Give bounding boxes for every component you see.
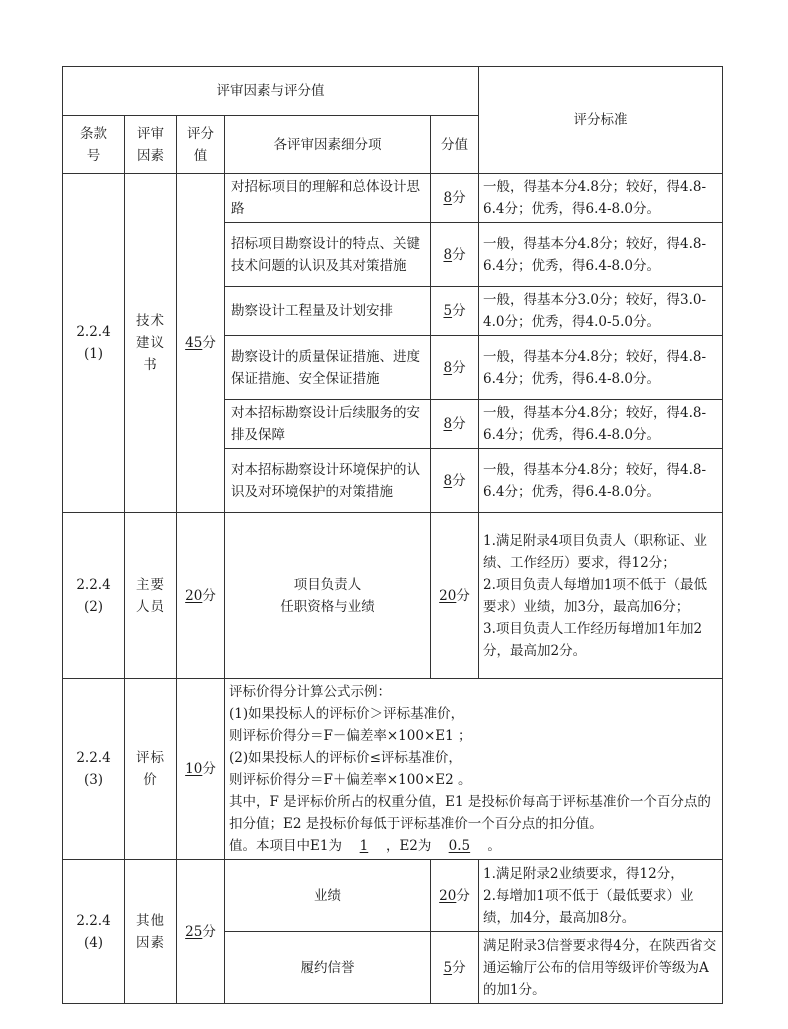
- sub-item-criteria: 满足附录3信誉要求得4分，在陕西省交通运输厅公布的信用等级评价等级为A的加1分。: [479, 932, 723, 1004]
- factor-cell: 主要 人员: [125, 513, 177, 679]
- sub-item-criteria: 1.满足附录2业绩要求，得12分， 2.每增加1项不低于（最低要求）业绩，加4分，最高加8分。: [479, 860, 723, 932]
- clause-cell: 2.2.4 (2): [63, 513, 125, 679]
- sub-item-name: 勘察设计工程量及计划安排: [225, 287, 431, 336]
- sub-item-points: 8分: [431, 400, 479, 449]
- factor-cell: 技术 建议 书: [125, 174, 177, 513]
- col-factor-header: 评审 因素: [125, 116, 177, 174]
- col-sub-header: 各评审因素细分项: [225, 116, 431, 174]
- formula-cell: [225, 679, 723, 860]
- col-clause-header: 条款 号: [63, 116, 125, 174]
- criteria-header: 评分标准: [479, 67, 723, 174]
- sub-item-criteria: 一般，得基本分4.8分；较好，得4.8-6.4分；优秀，得6.4-8.0分。: [479, 400, 723, 449]
- factor-cell: 其他 因素: [125, 860, 177, 1004]
- sub-item-points: 8分: [431, 449, 479, 513]
- group-title: 评审因素与评分值: [63, 67, 479, 116]
- score-cell: 10分: [177, 679, 225, 860]
- formula-line: 则评标价得分＝F－偏差率×100×E1 ；: [229, 728, 472, 744]
- sub-item-points: 5分: [431, 287, 479, 336]
- sub-item-name: 对本招标勘察设计后续服务的安排及保障: [225, 400, 431, 449]
- score-cell: 25分: [177, 860, 225, 1004]
- sub-item-points: 8分: [431, 223, 479, 287]
- col-points-header: 分值: [431, 116, 479, 174]
- score-cell: 45分: [177, 174, 225, 513]
- e1-value: 1: [359, 838, 369, 854]
- clause-cell: 2.2.4 (1): [63, 174, 125, 513]
- formula-line: 其中，F 是评标价所占的权重分值，E1 是投标价每高于评标基准价一个百分点的扣分值；E2 是投标价每低于评标基准价一个百分点的扣分值。: [229, 794, 711, 832]
- score-cell: 20分: [177, 513, 225, 679]
- sub-item-criteria: 一般，得基本分4.8分；较好，得4.8-6.4分；优秀，得6.4-8.0分。: [479, 336, 723, 400]
- sub-item-criteria: 一般，得基本分4.8分；较好，得4.8-6.4分；优秀，得6.4-8.0分。: [479, 174, 723, 223]
- sub-item-points: 5分: [431, 932, 479, 1004]
- sub-item-criteria: 一般，得基本分4.8分；较好，得4.8-6.4分；优秀，得6.4-8.0分。: [479, 449, 723, 513]
- sub-item-name: 履约信誉: [225, 932, 431, 1004]
- col-score-header: 评分 值: [177, 116, 225, 174]
- sub-item-name: 业绩: [225, 860, 431, 932]
- e2-value: 0.5: [448, 838, 471, 854]
- formula-line: (2)如果投标人的评标价≤评标基准价，: [229, 750, 462, 766]
- formula-line: 评标价得分计算公式示例：: [229, 684, 391, 700]
- formula-final-line: 值。本项目中E1为 1 ，E2为 0.5 。: [229, 835, 718, 857]
- clause-cell: 2.2.4 (4): [63, 860, 125, 1004]
- sub-item-name: 招标项目勘察设计的特点、关键技术问题的认识及其对策措施: [225, 223, 431, 287]
- sub-item-points: 20分: [431, 860, 479, 932]
- sub-item-criteria: 一般，得基本分3.0分；较好，得3.0-4.0分；优秀，得4.0-5.0分。: [479, 287, 723, 336]
- factor-cell: 评标 价: [125, 679, 177, 860]
- sub-item-name: 项目负责人 任职资格与业绩: [225, 513, 431, 679]
- clause-cell: 2.2.4 (3): [63, 679, 125, 860]
- sub-item-name: 勘察设计的质量保证措施、进度保证措施、安全保证措施: [225, 336, 431, 400]
- formula-line: (1)如果投标人的评标价＞评标基准价，: [229, 706, 465, 722]
- score-value: 45: [185, 335, 203, 351]
- sub-item-points: 8分: [431, 336, 479, 400]
- sub-item-criteria: 1.满足附录4项目负责人（职称证、业绩、工作经历）要求，得12分； 2.项目负责人每增加1项不低于（最低要求）业绩，加3分，最高加6分； 3.项目负责人工作经历每增加1年加2分，最高加2分。: [479, 513, 723, 679]
- sub-item-criteria: 一般，得基本分4.8分；较好，得4.8-6.4分；优秀，得6.4-8.0分。: [479, 223, 723, 287]
- sub-item-points: 8分: [431, 174, 479, 223]
- sub-item-name: 对本招标勘察设计环境保护的认识及对环境保护的对策措施: [225, 449, 431, 513]
- sub-item-name: 对招标项目的理解和总体设计思路: [225, 174, 431, 223]
- scoring-table: [62, 66, 723, 1004]
- scoring-document: [62, 66, 722, 1004]
- sub-item-points: 20分: [431, 513, 479, 679]
- formula-line: 则评标价得分＝F＋偏差率×100×E2 。: [229, 772, 472, 788]
